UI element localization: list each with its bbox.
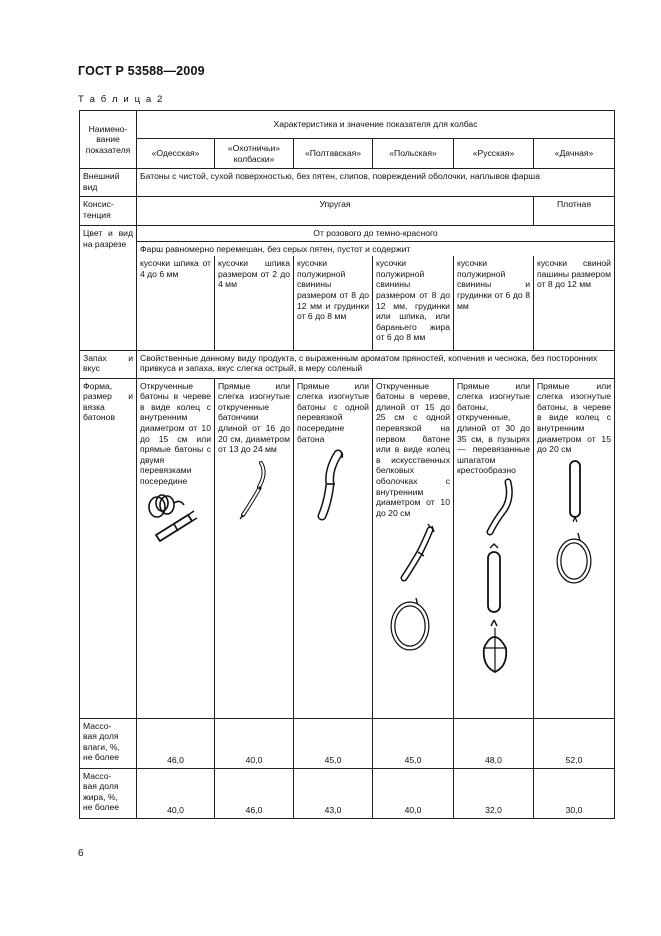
- cut-cell-odesskaya: кусочки шпика от 4 до 6 мм: [137, 256, 215, 350]
- row-label-appearance: Внешний вид: [80, 169, 137, 197]
- cut-mince: Фарш равномерно перемешан, без серых пятен, пустот и содержит: [137, 241, 615, 256]
- shape-text-odesskaya: Открученные батоны в черeве в виде колец с внутренним диаметром от 10 до 15 см или прямые батоны с двумя перевязками посередине: [140, 380, 211, 487]
- appearance-text: Батоны с чистой, сухой поверхностью, без пятен, слипов, повреждений оболочки, наплывов фарша: [137, 169, 615, 197]
- cut-cell-polskaya: кусочки полужирной свинины размером от 8 до 12 мм, грудинки или шпика, или бараньего жира от 6 до 8 мм: [373, 256, 454, 350]
- shape-text-russkaya: Прямые или слегка изогнутые батоны, открученные, длиной от 30 до 35 см, в пузырях — перевязанные шпагатом крестообразно: [457, 380, 530, 476]
- page-number: 6: [78, 848, 84, 859]
- shape-text-dachnaya: Прямые или слегка изогнутые батоны, в черeве в виде колец с внутренним диаметром от 15 до 20 см: [537, 380, 611, 455]
- cut-cell-poltavskaya: кусочки полужирной свинины размером от 8 до 12 мм и грудинки от 6 до 8 мм: [294, 256, 373, 350]
- ohotnichi-sausage-figure: [229, 457, 279, 527]
- row-label-fat: Массо- вая доля жира, %, не более: [80, 768, 137, 818]
- cut-cell-ohotnichi: кусочки шпика размером от 2 до 4 мм: [215, 256, 294, 350]
- column-header-poltavskaya: «Полтавская»: [294, 139, 373, 169]
- consistency-dense: Плотная: [534, 197, 615, 226]
- column-header-dachnaya: «Дачная»: [534, 139, 615, 169]
- fat-value-ohotnichi: 46,0: [215, 768, 294, 818]
- shape-text-poltavskaya: Прямые или слегка изогнутые батоны с одной перевязкой посередине батона: [297, 380, 369, 444]
- cut-cell-russkaya: кусочки полужирной свинины и грудинки от 6 до 8 мм: [454, 256, 534, 350]
- moisture-value-poltavskaya: 45,0: [294, 718, 373, 768]
- fat-value-polskaya: 40,0: [373, 768, 454, 818]
- row-label-shape: Форма, размер и вязка батонов: [80, 378, 137, 718]
- moisture-value-odesskaya: 46,0: [137, 718, 215, 768]
- row-label-moisture: Массо- вая доля влаги, %, не более: [80, 718, 137, 768]
- moisture-value-polskaya: 45,0: [373, 718, 454, 768]
- row-label-consistency: Консис- тенция: [80, 197, 137, 226]
- polskaya-sausage-figure: [378, 520, 448, 668]
- fat-value-odesskaya: 40,0: [137, 768, 215, 818]
- russkaya-sausage-figure: [464, 478, 524, 678]
- column-header-odesskaya: «Одесская»: [137, 139, 215, 169]
- characteristics-table: [79, 110, 615, 819]
- row-label-cut: Цвет и вид на разрезе: [80, 226, 137, 351]
- corner-header: Наимено- вание показателя: [80, 111, 137, 169]
- smell-text: Свойственные данному виду продукта, с выраженным ароматом пряностей, копчения и чеснока, без посторонних привкуса и запаха, вкус слегка острый, в меру соленый: [137, 350, 615, 378]
- column-header-polskaya: «Польская»: [373, 139, 454, 169]
- odesskaya-sausage-figure: [140, 489, 212, 551]
- row-label-smell: Запах и вкус: [80, 350, 137, 378]
- table-title: Т а б л и ц а 2: [78, 94, 164, 105]
- document-header: ГОСТ Р 53588—2009: [78, 64, 205, 78]
- fat-value-russkaya: 32,0: [454, 768, 534, 818]
- consistency-elastic: Упругая: [137, 197, 534, 226]
- moisture-value-dachnaya: 52,0: [534, 718, 615, 768]
- fat-value-dachnaya: 30,0: [534, 768, 615, 818]
- poltavskaya-sausage-figure: [308, 446, 358, 526]
- column-header-ohotnichi: «Охотничьи» колбаски»: [215, 139, 294, 169]
- group-header: Характеристика и значение показателя для колбас: [137, 111, 615, 139]
- moisture-value-ohotnichi: 40,0: [215, 718, 294, 768]
- moisture-value-russkaya: 48,0: [454, 718, 534, 768]
- column-header-russkaya: «Русская»: [454, 139, 534, 169]
- shape-text-ohotnichi: Прямые или слегка изогнутые открученные батончики длиной от 16 до 20 см, диаметром от 13 до 24 мм: [218, 380, 290, 455]
- shape-text-polskaya: Открученные батоны в черeве, длиной от 15 до 25 см с одной перевязкой на первом батоне или в виде колец в искусственных белковых оболочках с внутренним диаметром от 10 до 20 см: [376, 380, 450, 518]
- cut-cell-dachnaya: кусочки свиной пашины размером от 8 до 12 мм: [534, 256, 615, 350]
- dachnaya-sausage-figure: [544, 457, 604, 597]
- cut-color: От розового до темно-красного: [137, 226, 615, 242]
- fat-value-poltavskaya: 43,0: [294, 768, 373, 818]
